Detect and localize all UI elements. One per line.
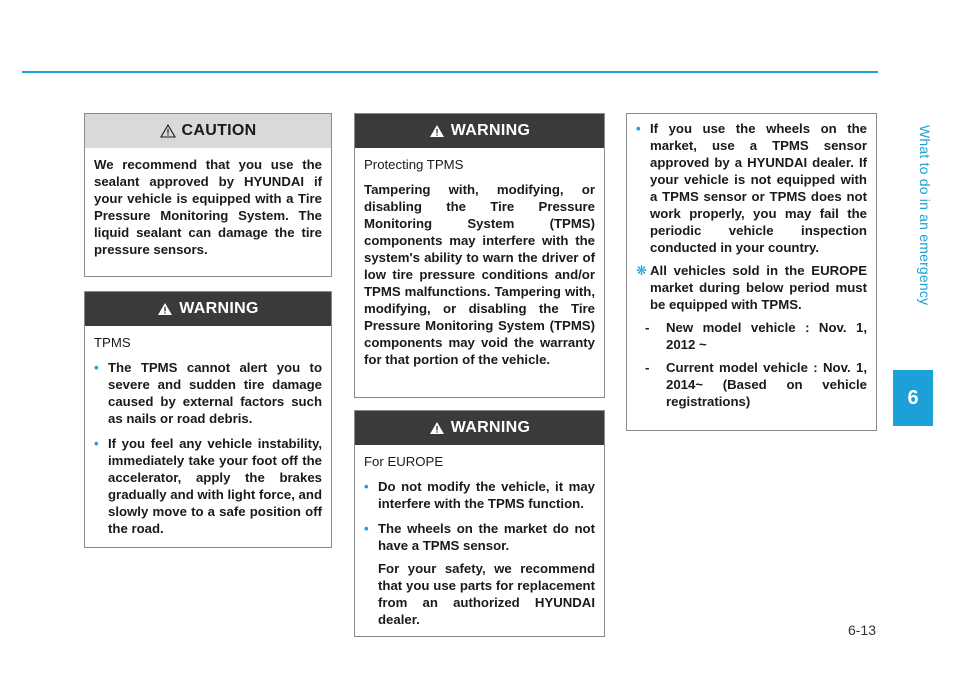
list-item: • If you use the wheels on the market, use a TPMS sensor approved by a HYUNDAI dealer. If your vehicle is not equipped with a TPMS sensor or TPMS does not work properly, you may fail the periodic vehicle inspection conducted in your country. [636,121,867,255]
warning-tpms-header [85,292,331,326]
caution-box [84,113,332,277]
warning-tpms-title: WARNING [179,300,259,317]
chapter-tab: 6 [893,370,933,426]
page-number: 6-13 [847,622,876,638]
warning-protecting-body [355,148,604,376]
warning-protecting-box [354,113,605,398]
bullet-dot-icon: • [94,436,99,451]
caution-triangle-outline-icon [160,124,176,138]
section-side-label: What to do in an emergency [917,124,933,306]
list-item: • The TPMS cannot alert you to severe and sudden tire damage caused by external factors such as nails or road debris. [94,360,322,426]
list-item: • If you feel any vehicle instability, immediately take your foot off the accelerator, apply the brakes gradually and with light force, and slowly move to a safe position off the road. [94,436,322,536]
caution-header [85,114,331,148]
bullet-dot-icon: • [364,521,369,536]
bullet-dot-icon: • [636,121,641,136]
warning-triangle-icon [429,124,445,138]
list-item: - New model vehicle : Nov. 1, 2012 ~ [645,320,867,352]
continuation-box [626,113,877,431]
warning-triangle-icon [429,421,445,435]
warning-europe-title: WARNING [450,419,531,436]
caution-body [85,148,331,266]
warning-protecting-title: WARNING [450,122,531,139]
warning-tpms-heading: TPMS [94,335,131,350]
warning-tpms-box [84,291,332,548]
warning-europe-body [355,445,604,636]
warning-europe-box [354,410,605,637]
continuation-body [627,114,876,418]
caution-title: CAUTION [181,122,257,139]
list-item: • The wheels on the market do not have a TPMS sensor. [364,521,595,553]
warning-triangle-icon [157,302,173,316]
bullet-dot-icon: • [94,360,99,375]
star-asterisk-icon: ❋ [636,263,648,278]
bullet-dot-icon: • [364,479,369,494]
warning-europe-header [355,411,604,445]
warning-protecting-heading: Protecting TPMS [364,157,464,172]
list-item: • Do not modify the vehicle, it may interfere with the TPMS function. [364,479,595,511]
top-rule [22,71,878,73]
warning-europe-heading: For EUROPE [364,454,444,469]
star-note: ❋ All vehicles sold in the EUROPE market during below period must be equipped with TPMS. [636,263,867,312]
caution-text: We recommend that you use the sealant approved by HYUNDAI if your vehicle is equipped with a Tire Pressure Monitoring System. The liquid sealant can damage the tire pressure sensors. [94,157,322,257]
warning-protecting-header [355,114,604,148]
warning-protecting-text: Tampering with, modifying, or disabling the Tire Pressure Monitoring System (TPMS) components may interfere with the system's ability to warn the driver of low tire pressure conditions and/or TPMS malfunctions. Tampering with, modifying, or disabling the Tire Pressure Monitoring System (TPMS) components may void the warranty for that portion of the vehicle. [364,182,595,367]
warning-tpms-body [85,326,331,545]
list-item: - Current model vehicle : Nov. 1, 2014~ (Based on vehicle registrations) [645,360,867,409]
warning-europe-followup: For your safety, we recommend that you use parts for replacement from an authorized HYUNDAI dealer. [378,561,595,627]
